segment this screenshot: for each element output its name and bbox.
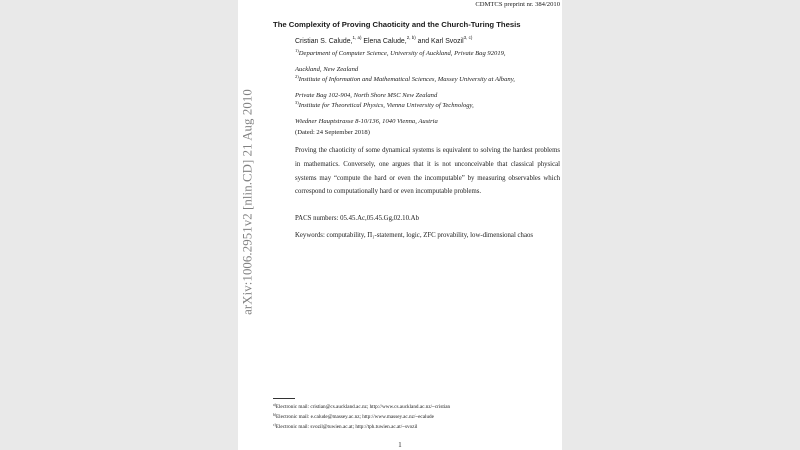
footnote-rule [273,398,295,399]
affiliation-1 [295,46,506,74]
affiliation-text: Auckland, New Zealand [295,66,359,73]
author-1: Cristian S. Calude, [295,38,353,45]
affiliation-text: Private Bag 102-904, North Shore MSC New Zealand [295,92,438,99]
author-list [295,35,472,45]
author-3-mark: 3, c) [463,35,473,40]
author-2: Elena Calude, [363,38,407,45]
page-number: 1 [398,442,402,449]
affiliation-mark: 2) [295,74,299,79]
keywords: Keywords: computability, Π₁-statement, logic, ZFC provability, low-dimensional chaos [295,232,534,239]
affiliation-text: Institute for Theoretical Physics, Vienna University of Technology, [298,102,474,109]
affiliation-3 [295,98,474,126]
paper-page [238,0,562,450]
arxiv-stamp-text: arXiv:1006.2951v2 [nlin.CD] 21 Aug 2010 [240,89,255,315]
affiliation-text: Institute of Information and Mathematical Sciences, Massey University at Albany, [298,76,515,83]
author-2-mark: 2, b) [406,35,416,40]
author-3: Karl Svozil [431,38,464,45]
paper-title: The Complexity of Proving Chaoticity and the Church-Turing Thesis [273,20,521,29]
footnote-c [273,423,417,430]
affiliation-text: Wiedner Hauptstrasse 8-10/136, 1040 Vienna, Austria [295,118,438,125]
author-1-mark: 1, a) [352,35,362,40]
footnote-b [273,413,434,420]
affiliation-2 [295,72,515,100]
pacs-numbers: PACS numbers: 05.45.Ac,05.45.Gg,02.10.Ab [295,215,419,222]
affiliation-text: Department of Computer Science, University of Auckland, Private Bag 92019, [298,50,506,57]
date-line: (Dated: 24 September 2018) [295,129,370,136]
footnote-text: Electronic mail: cristian@cs.auckland.ac.nz; http://www.cs.auckland.ac.nz/~cristian [275,404,451,410]
abstract: Proving the chaoticity of some dynamical systems is equivalent to solving the hardest problems in mathematics. Conversely, one argues that it is not unconceivable that classical physical systems may “compute the hard or even the incomputable” by measuring observables which correspond to computationally hard or even incomputable problems. [295,147,560,196]
footnote-text: Electronic mail: svozil@tuwien.ac.at; http://tph.tuwien.ac.at/~svozil [275,424,418,430]
footnote-mark: a) [273,403,276,407]
arxiv-stamp [238,0,258,450]
preprint-number: CDMTCS preprint nr. 384/2010 [475,1,560,8]
footnote-text: Electronic mail: e.calude@massey.ac.nz; http://www.massey.ac.nz/~ecalude [276,414,434,420]
affiliation-mark: 3) [295,100,299,105]
author-and: and [417,38,430,45]
affiliation-mark: 1) [295,48,299,53]
footnote-a [273,403,450,410]
footnote-mark: b) [273,413,276,417]
footnote-mark: c) [273,423,276,427]
